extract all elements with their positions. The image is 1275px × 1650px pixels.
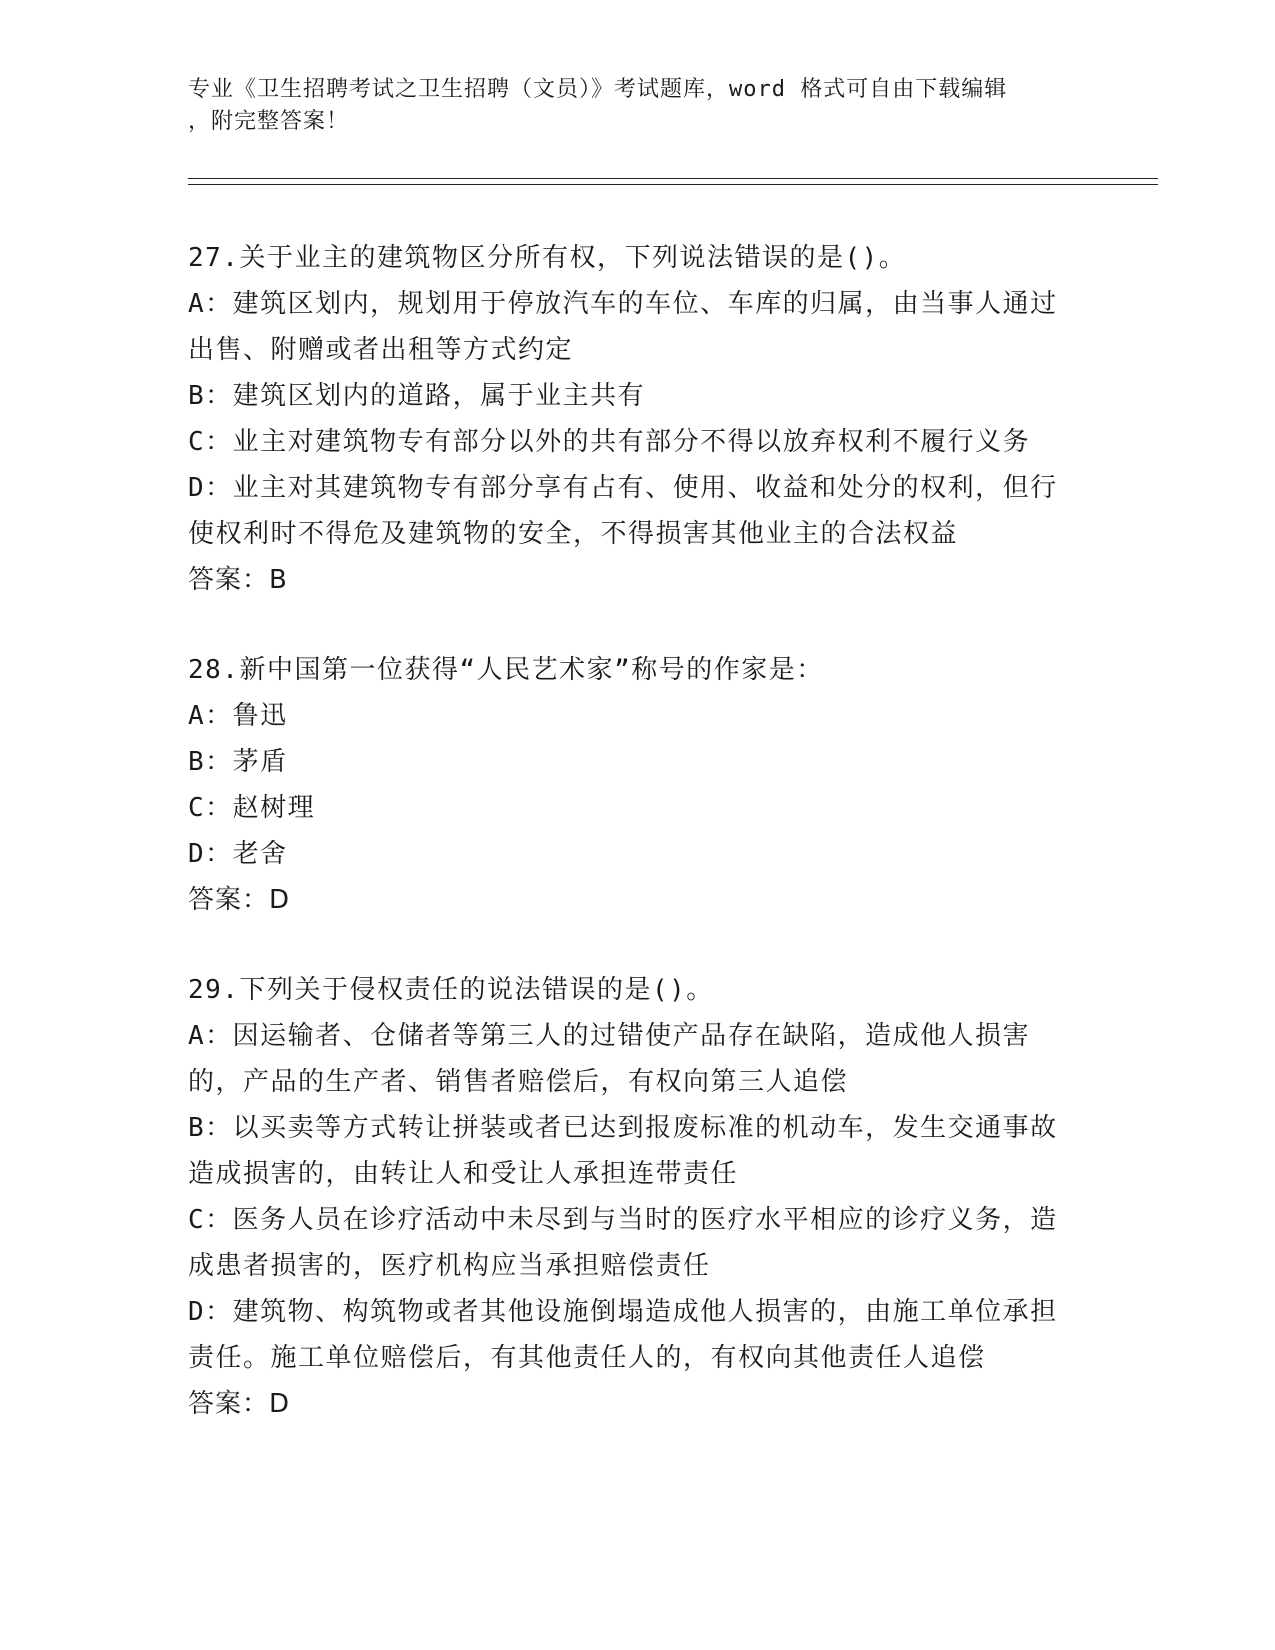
option-d: D：业主对其建筑物专有部分享有占有、使用、收益和处分的权利，但行使权利时不得危及建筑物的安全，不得损害其他业主的合法权益 [188, 473, 1058, 549]
question-list [188, 235, 1078, 1471]
question-28 [188, 647, 1078, 923]
option-b: B：建筑区划内的道路，属于业主共有 [188, 381, 646, 411]
option-a: A：建筑区划内，规划用于停放汽车的车位、车库的归属，由当事人通过出售、附赠或者出租等方式约定 [188, 289, 1058, 365]
option-a: A：鲁迅 [188, 701, 288, 731]
option-b: B：茅盾 [188, 747, 288, 777]
question-stem: 28.新中国第一位获得“人民艺术家”称号的作家是： [188, 655, 824, 685]
question-stem: 29.下列关于侵权责任的说法错误的是()。 [188, 975, 714, 1005]
option-c: C：赵树理 [188, 793, 316, 823]
option-a: A：因运输者、仓储者等第三人的过错使产品存在缺陷，造成他人损害的，产品的生产者、销售者赔偿后，有权向第三人追偿 [188, 1021, 1031, 1097]
option-c: C：医务人员在诊疗活动中未尽到与当时的医疗水平相应的诊疗义务，造成患者损害的，医疗机构应当承担赔偿责任 [188, 1205, 1058, 1281]
document-header [188, 74, 1078, 138]
header-line-1: 专业《卫生招聘考试之卫生招聘（文员）》考试题库，word 格式可自由下载编辑 [188, 77, 1008, 102]
question-29 [188, 967, 1078, 1427]
option-b: B：以买卖等方式转让拼装或者已达到报废标准的机动车，发生交通事故造成损害的，由转让人和受让人承担连带责任 [188, 1113, 1058, 1189]
answer: 答案：D [188, 885, 291, 915]
option-d: D：老舍 [188, 839, 288, 869]
header-divider [188, 178, 1158, 185]
answer: 答案：B [188, 565, 288, 595]
header-line-2: ，附完整答案！ [188, 109, 350, 134]
question-27 [188, 235, 1078, 603]
option-d: D：建筑物、构筑物或者其他设施倒塌造成他人损害的，由施工单位承担责任。施工单位赔偿后，有其他责任人的，有权向其他责任人追偿 [188, 1297, 1058, 1373]
option-c: C：业主对建筑物专有部分以外的共有部分不得以放弃权利不履行义务 [188, 427, 1031, 457]
question-stem: 27.关于业主的建筑物区分所有权，下列说法错误的是()。 [188, 243, 907, 273]
answer: 答案：D [188, 1389, 291, 1419]
